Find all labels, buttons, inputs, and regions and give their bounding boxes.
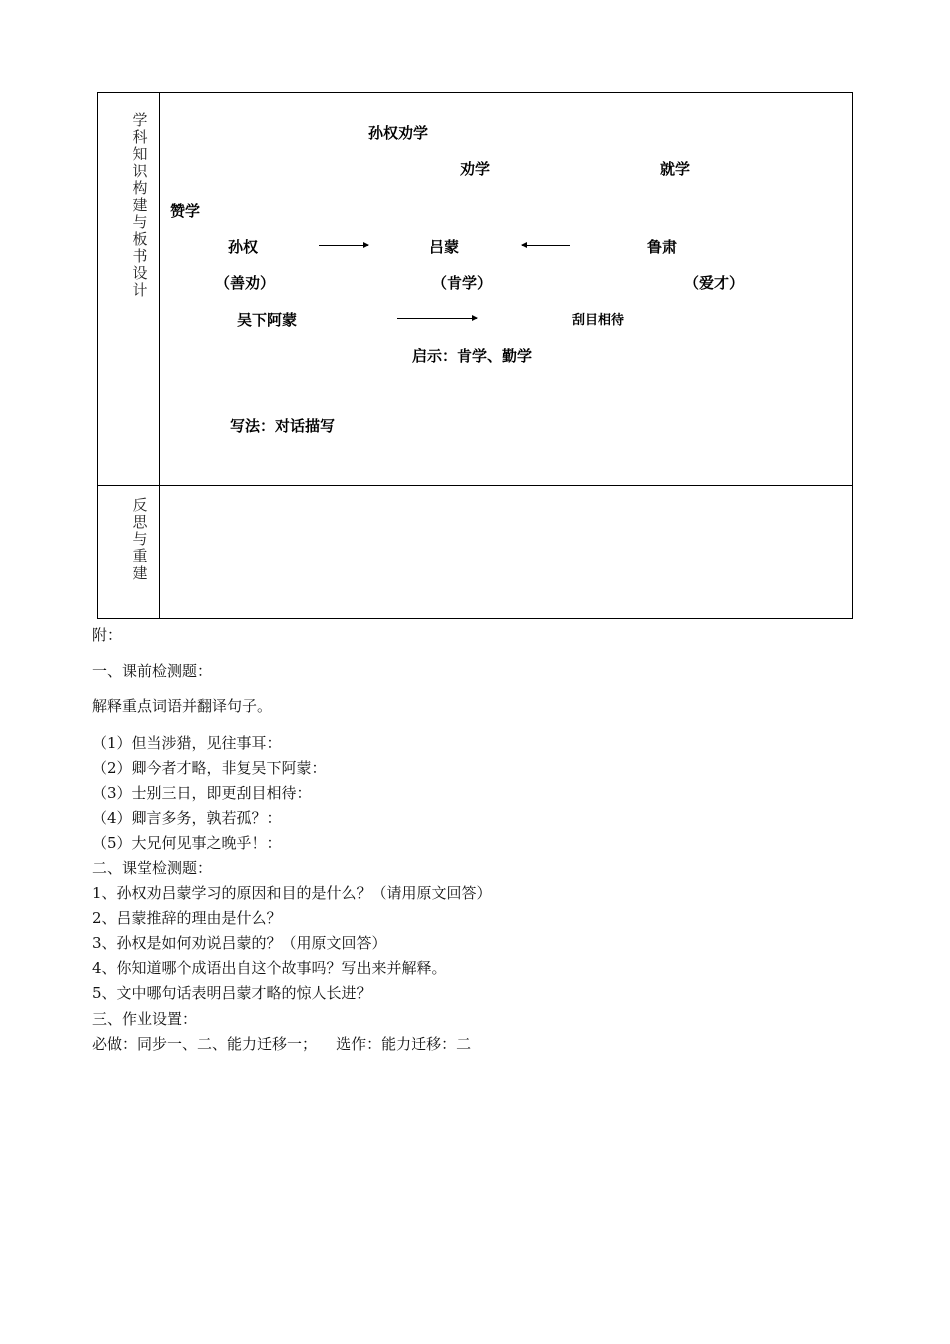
board-quan-xue: 劝学	[460, 160, 491, 178]
board-ken-xue: （肯学）	[432, 274, 493, 292]
board-xiefa: 写法：对话描写	[230, 417, 336, 435]
s1-item-1: （1）但当涉猎，见往事耳：	[92, 734, 282, 752]
s2-item-2: 2、吕蒙推辞的理由是什么？	[92, 909, 282, 927]
section-2-title: 二、课堂检测题：	[92, 859, 213, 877]
section-1-title: 一、课前检测题：	[92, 662, 213, 680]
board-lu-su: 鲁肃	[647, 238, 678, 256]
board-jiu-xue: 就学	[660, 160, 691, 178]
board-title: 孙权劝学	[368, 124, 429, 142]
s2-item-1: 1、孙权劝吕蒙学习的原因和目的是什么？（请用原文回答）	[92, 884, 492, 902]
arrow-amang-to-guamu	[397, 318, 477, 319]
board-lv-meng: 吕蒙	[429, 238, 460, 256]
s1-item-2: （2）卿今者才略，非复吴下阿蒙：	[92, 759, 327, 777]
s1-item-5: （5）大兄何见事之晚乎！：	[92, 834, 282, 852]
board-wu-xia-a-meng: 吴下阿蒙	[237, 311, 298, 329]
board-shan-quan: （善劝）	[215, 274, 276, 292]
homework-line: 必做：同步一、二、能力迁移一； 选作：能力迁移：二	[92, 1035, 472, 1053]
s2-item-5: 5、文中哪句话表明吕蒙才略的惊人长进？	[92, 984, 372, 1002]
s1-item-4: （4）卿言多务，孰若孤？：	[92, 809, 282, 827]
section-1-intro: 解释重点词语并翻译句子。	[92, 697, 273, 715]
board-sun-quan: 孙权	[228, 238, 259, 256]
board-gua-mu: 刮目相待	[572, 313, 625, 328]
s2-item-3: 3、孙权是如何劝说吕蒙的？（用原文回答）	[92, 934, 387, 952]
board-qishi: 启示：肯学、勤学	[412, 347, 533, 365]
table-column-divider	[159, 92, 160, 619]
board-ai-cai: （爱才）	[684, 274, 745, 292]
row-label-reflection: 反思与重建	[132, 496, 148, 582]
table-row-divider	[97, 485, 853, 486]
board-zan-xue: 赞学	[170, 202, 201, 220]
arrow-sunquan-to-lvmeng	[319, 245, 368, 246]
appendix-label: 附：	[92, 626, 123, 644]
row-label-board-design: 学科知识构建与板书设计	[132, 111, 148, 299]
arrow-lusu-to-lvmeng	[522, 245, 570, 246]
s1-item-3: （3）士别三日，即更刮目相待：	[92, 784, 312, 802]
s2-item-4: 4、你知道哪个成语出自这个故事吗？写出来并解释。	[92, 959, 447, 977]
section-3-title: 三、作业设置：	[92, 1010, 198, 1028]
